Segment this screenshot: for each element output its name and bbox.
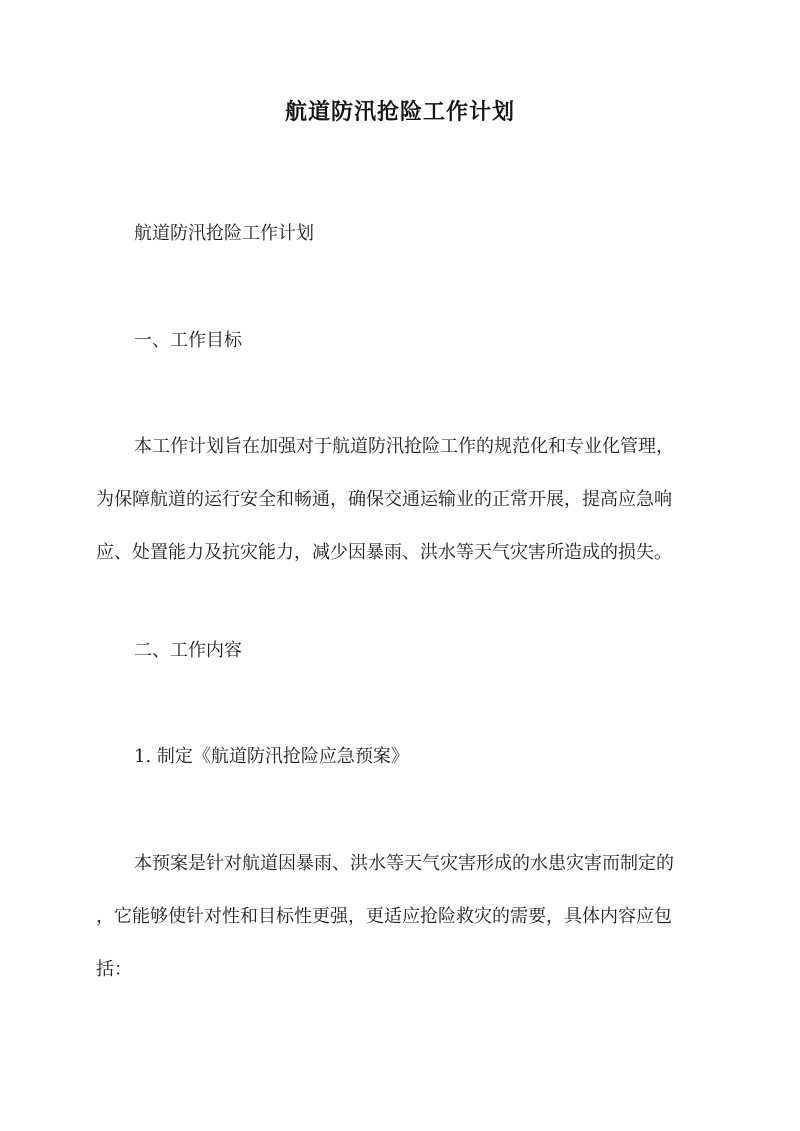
goals-paragraph-line: 为保障航道的运行安全和畅通，确保交通运输业的正常开展，提高应急响	[96, 489, 672, 510]
goals-paragraph-line: 本工作计划旨在加强对于航道防汛抢险工作的规范化和专业化管理，	[134, 436, 674, 457]
document-title: 航道防汛抢险工作计划	[284, 99, 515, 125]
plan-paragraph-line: ，它能够使针对性和目标性更强，更适应抢险救灾的需要，具体内容应包	[96, 906, 672, 927]
document-subtitle: 航道防汛抢险工作计划	[134, 223, 314, 244]
section-heading-goals: 一、工作目标	[134, 330, 242, 351]
plan-paragraph-line: 本预案是针对航道因暴雨、洪水等天气灾害形成的水患灾害而制定的	[134, 853, 674, 874]
section-heading-content: 二、工作内容	[134, 640, 242, 661]
plan-paragraph-line: 括：	[96, 959, 132, 980]
goals-paragraph-line: 应、处置能力及抗灾能力，减少因暴雨、洪水等天气灾害所造成的损失。	[96, 542, 672, 563]
item-heading-plan: 1. 制定《航道防汛抢险应急预案》	[134, 746, 409, 767]
